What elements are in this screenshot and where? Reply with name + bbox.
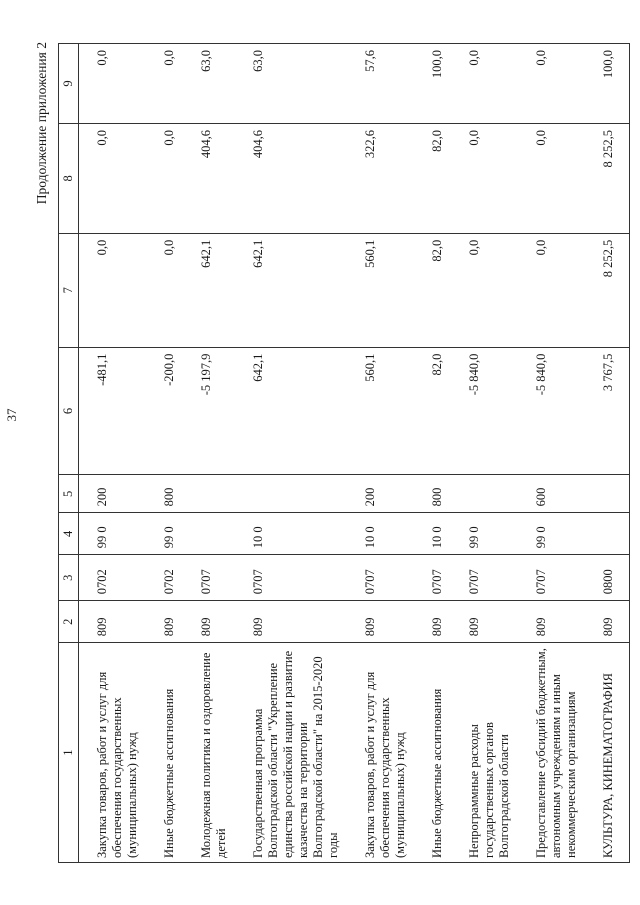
row-name: КУЛЬТУРА, КИНЕМАТОГРАФИЯ bbox=[585, 643, 629, 863]
cell-col7: 82,0 bbox=[414, 233, 451, 347]
cell-expense-type: 600 bbox=[518, 475, 585, 513]
column-header: 8 bbox=[59, 123, 79, 233]
page-number: 37 bbox=[4, 408, 19, 422]
column-header: 7 bbox=[59, 233, 79, 347]
column-header: 1 bbox=[59, 643, 79, 863]
cell-col8: 0,0 bbox=[146, 123, 183, 233]
budget-table bbox=[58, 43, 630, 863]
cell-col9: 0,0 bbox=[451, 44, 518, 124]
cell-expense-type: 200 bbox=[79, 475, 147, 513]
cell-col8: 322,6 bbox=[347, 123, 414, 233]
cell-col8: 404,6 bbox=[235, 123, 347, 233]
table-row bbox=[451, 44, 518, 863]
cell-col8: 404,6 bbox=[183, 123, 235, 233]
cell-col6: -5 840,0 bbox=[518, 347, 585, 475]
row-name: Иные бюджетные ассигнования bbox=[146, 643, 183, 863]
cell-col8: 82,0 bbox=[414, 123, 451, 233]
cell-col7: 560,1 bbox=[347, 233, 414, 347]
cell-col6: -481,1 bbox=[79, 347, 147, 475]
cell-col9: 100,0 bbox=[585, 44, 629, 124]
table-row bbox=[414, 44, 451, 863]
cell-section-code: 0800 bbox=[585, 555, 629, 601]
cell-col9: 0,0 bbox=[79, 44, 147, 124]
cell-program-code: 99 0 bbox=[79, 513, 147, 555]
cell-program-code bbox=[585, 513, 629, 555]
cell-expense-type bbox=[585, 475, 629, 513]
cell-program-code: 10 0 bbox=[414, 513, 451, 555]
cell-admin-code: 809 bbox=[235, 601, 347, 643]
cell-admin-code: 809 bbox=[79, 601, 147, 643]
table-row bbox=[518, 44, 585, 863]
cell-admin-code: 809 bbox=[585, 601, 629, 643]
cell-col7: 0,0 bbox=[518, 233, 585, 347]
column-header: 5 bbox=[59, 475, 79, 513]
cell-admin-code: 809 bbox=[414, 601, 451, 643]
table-row bbox=[347, 44, 414, 863]
row-name: Закупка товаров, работ и услуг для обеспечения государственных (муниципальных) нужд bbox=[347, 643, 414, 863]
table-row bbox=[146, 44, 183, 863]
cell-admin-code: 809 bbox=[146, 601, 183, 643]
cell-program-code: 99 0 bbox=[451, 513, 518, 555]
column-header: 4 bbox=[59, 513, 79, 555]
cell-col7: 8 252,5 bbox=[585, 233, 629, 347]
cell-col9: 0,0 bbox=[518, 44, 585, 124]
cell-expense-type bbox=[235, 475, 347, 513]
cell-col6: -200,0 bbox=[146, 347, 183, 475]
cell-admin-code: 809 bbox=[518, 601, 585, 643]
cell-admin-code: 809 bbox=[183, 601, 235, 643]
header-row bbox=[59, 44, 79, 863]
row-name: Предоставление субсидий бюджетным, автономным учреждениям и иным некоммерческим организациям bbox=[518, 643, 585, 863]
cell-col6: 560,1 bbox=[347, 347, 414, 475]
cell-program-code: 99 0 bbox=[146, 513, 183, 555]
column-header: 3 bbox=[59, 555, 79, 601]
cell-expense-type bbox=[183, 475, 235, 513]
cell-expense-type bbox=[451, 475, 518, 513]
cell-section-code: 0707 bbox=[235, 555, 347, 601]
cell-col9: 63,0 bbox=[235, 44, 347, 124]
cell-section-code: 0707 bbox=[347, 555, 414, 601]
column-header: 6 bbox=[59, 347, 79, 475]
cell-admin-code: 809 bbox=[451, 601, 518, 643]
cell-expense-type: 800 bbox=[414, 475, 451, 513]
cell-program-code: 10 0 bbox=[235, 513, 347, 555]
cell-col9: 57,6 bbox=[347, 44, 414, 124]
cell-program-code bbox=[183, 513, 235, 555]
cell-program-code: 10 0 bbox=[347, 513, 414, 555]
column-header: 2 bbox=[59, 601, 79, 643]
cell-col8: 8 252,5 bbox=[585, 123, 629, 233]
cell-col6: 642,1 bbox=[235, 347, 347, 475]
cell-section-code: 0707 bbox=[451, 555, 518, 601]
cell-col9: 0,0 bbox=[146, 44, 183, 124]
row-name: Иные бюджетные ассигнования bbox=[414, 643, 451, 863]
continuation-title: Продолжение приложения 2 bbox=[34, 42, 49, 205]
cell-expense-type: 200 bbox=[347, 475, 414, 513]
cell-section-code: 0707 bbox=[414, 555, 451, 601]
row-name: Закупка товаров, работ и услуг для обеспечения государственных (муниципальных) нужд bbox=[79, 643, 147, 863]
cell-col6: -5 840,0 bbox=[451, 347, 518, 475]
table-row bbox=[79, 44, 147, 863]
cell-col6: -5 197,9 bbox=[183, 347, 235, 475]
cell-col7: 0,0 bbox=[146, 233, 183, 347]
cell-col8: 0,0 bbox=[518, 123, 585, 233]
cell-col7: 0,0 bbox=[451, 233, 518, 347]
column-header: 9 bbox=[59, 44, 79, 124]
cell-section-code: 0707 bbox=[183, 555, 235, 601]
cell-col7: 642,1 bbox=[235, 233, 347, 347]
cell-col8: 0,0 bbox=[451, 123, 518, 233]
cell-col8: 0,0 bbox=[79, 123, 147, 233]
table-row bbox=[235, 44, 347, 863]
cell-section-code: 0702 bbox=[79, 555, 147, 601]
cell-col6: 3 767,5 bbox=[585, 347, 629, 475]
cell-expense-type: 800 bbox=[146, 475, 183, 513]
table-row bbox=[585, 44, 629, 863]
cell-program-code: 99 0 bbox=[518, 513, 585, 555]
row-name: Непрограммные расходы государственных органов Волгоградской области bbox=[451, 643, 518, 863]
table-row bbox=[183, 44, 235, 863]
cell-col9: 100,0 bbox=[414, 44, 451, 124]
cell-section-code: 0702 bbox=[146, 555, 183, 601]
cell-section-code: 0707 bbox=[518, 555, 585, 601]
cell-col7: 642,1 bbox=[183, 233, 235, 347]
cell-admin-code: 809 bbox=[347, 601, 414, 643]
cell-col7: 0,0 bbox=[79, 233, 147, 347]
cell-col9: 63,0 bbox=[183, 44, 235, 124]
row-name: Государственная программа Волгоградской области "Укрепление единства российской нации и развитие казачества на территории Волгоградской области" на 2015-2020 годы bbox=[235, 643, 347, 863]
row-name: Молодежная политика и оздоровление детей bbox=[183, 643, 235, 863]
cell-col6: 82,0 bbox=[414, 347, 451, 475]
